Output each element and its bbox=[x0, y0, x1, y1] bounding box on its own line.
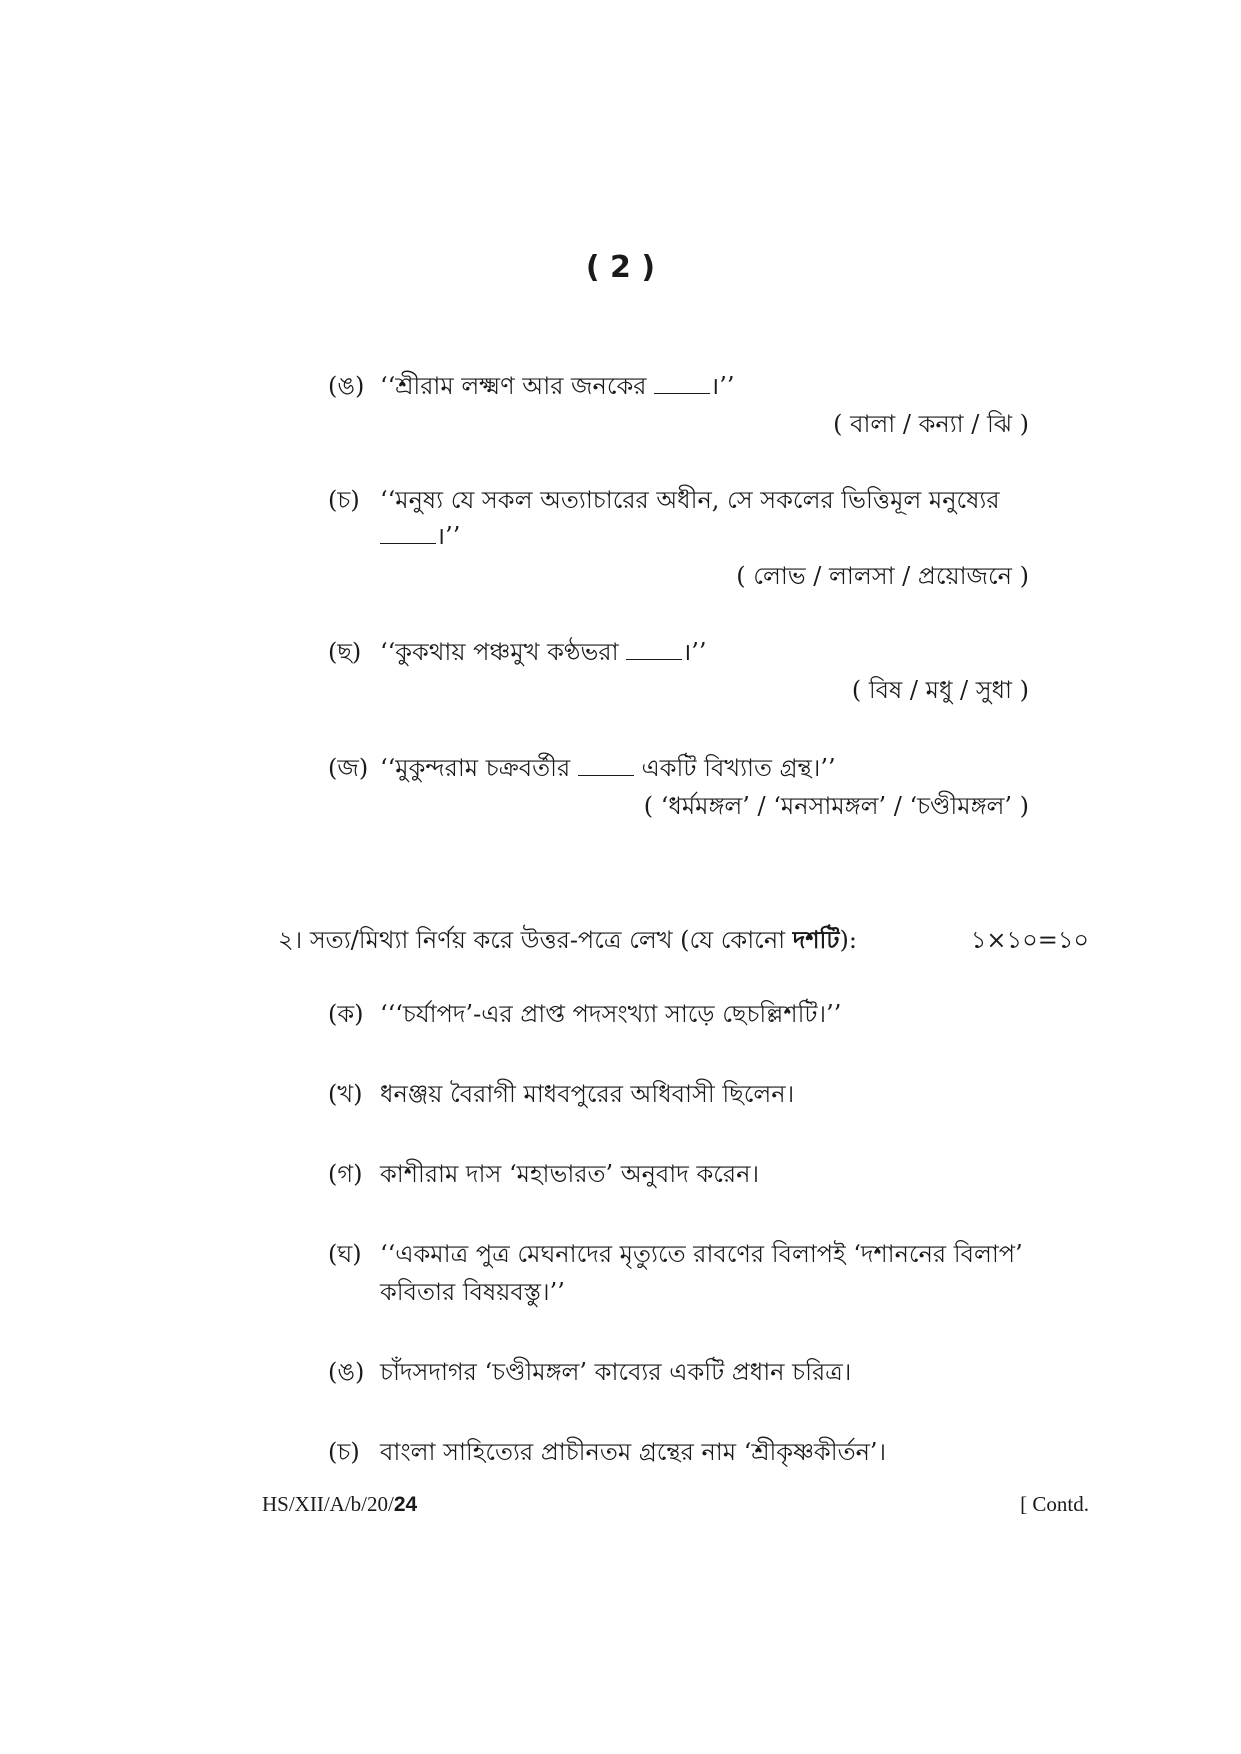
paper-code bbox=[262, 1492, 417, 1517]
item-text: ধনঞ্জয় বৈরাগী মাধবপুরের অধিবাসী ছিলেন। bbox=[380, 1080, 795, 1108]
item-text-end: ।’’ bbox=[436, 522, 461, 550]
true-false-item bbox=[328, 1356, 851, 1388]
item-options: ( ‘ধর্মমঙ্গল’ / ‘মনসামঙ্গল’ / ‘চণ্ডীমঙ্গল’ ) bbox=[643, 792, 1029, 820]
true-false-item bbox=[328, 1158, 759, 1190]
question-emphasis: দশটি bbox=[792, 925, 840, 954]
item-text: ‘‘শ্রীরাম লক্ষ্মণ আর জনকের bbox=[380, 372, 647, 400]
item-number: (ক) bbox=[328, 1000, 364, 1028]
item-text-end: একটি বিখ্যাত গ্রন্থ।’’ bbox=[641, 754, 836, 782]
item-text: ‘‘একমাত্র পুত্র মেঘনাদের মৃত্যুতে রাবণের বিলাপই ‘দশাননের বিলাপ’ bbox=[380, 1240, 1023, 1268]
blank-line bbox=[380, 523, 436, 544]
continued-label: [ Contd. bbox=[1020, 1492, 1089, 1516]
question-marks: ১×১০=১০ bbox=[970, 926, 1089, 954]
item-number: (চ) bbox=[328, 486, 360, 514]
question-text: সত্য/মিথ্যা নির্ণয় করে উত্তর-পত্রে লেখ (যে কোনো bbox=[309, 926, 786, 954]
item-number: (ঙ) bbox=[328, 1358, 365, 1386]
question-suffix: ): bbox=[839, 926, 857, 954]
true-false-item bbox=[328, 998, 841, 1030]
item-text-end: ।’’ bbox=[682, 638, 707, 666]
item-text-end: ।’’ bbox=[710, 372, 735, 400]
item-options: ( লোভ / লালসা / প্রয়োজনে ) bbox=[736, 562, 1029, 590]
page-number: ( 2 ) bbox=[585, 250, 656, 285]
item-number: (চ) bbox=[328, 1438, 360, 1466]
paper-code-prefix: HS/XII/A/b/20/ bbox=[262, 1492, 394, 1516]
item-text: ‘‘‘চর্যাপদ’-এর প্রাপ্ত পদসংখ্যা সাড়ে ছেচল্লিশটি।’’ bbox=[380, 1000, 842, 1028]
item-number: (ঘ) bbox=[328, 1240, 362, 1268]
fill-blank-item bbox=[328, 370, 734, 402]
true-false-item-cont bbox=[380, 1276, 565, 1308]
item-number: (খ) bbox=[328, 1080, 363, 1108]
fill-blank-item bbox=[328, 636, 707, 668]
true-false-item bbox=[328, 1238, 1023, 1270]
question-number: ২। bbox=[278, 926, 303, 954]
item-text: চাঁদসদাগর ‘চণ্ডীমঙ্গল’ কাব্যের একটি প্রধান চরিত্র। bbox=[380, 1358, 852, 1386]
blank-line bbox=[578, 755, 634, 776]
true-false-item bbox=[328, 1436, 886, 1468]
blank-line bbox=[626, 639, 682, 660]
item-number: (গ) bbox=[328, 1160, 363, 1188]
item-number: (ছ) bbox=[328, 638, 362, 666]
item-text: বাংলা সাহিত্যের প্রাচীনতম গ্রন্থের নাম ‘শ্রীকৃষ্ণকীর্তন’। bbox=[380, 1438, 887, 1466]
true-false-item bbox=[328, 1078, 794, 1110]
item-text: কবিতার বিষয়বস্তু।’’ bbox=[380, 1278, 565, 1306]
fill-blank-item bbox=[328, 484, 1000, 516]
question-heading bbox=[278, 924, 857, 956]
item-text: ‘‘মনুষ্য যে সকল অত্যাচারের অধীন, সে সকলের ভিত্তিমূল মনুষ্যের bbox=[380, 486, 1000, 514]
item-text: ‘‘মুকুন্দরাম চক্রবর্তীর bbox=[380, 754, 571, 782]
fill-blank-item-cont bbox=[380, 520, 460, 552]
blank-line bbox=[654, 373, 710, 394]
paper-code-year: 24 bbox=[393, 1493, 418, 1516]
item-options: ( বালা / কন্যা / ঝি ) bbox=[833, 410, 1029, 438]
fill-blank-item bbox=[328, 752, 836, 784]
item-number: (ঙ) bbox=[328, 372, 365, 400]
item-text: কাশীরাম দাস ‘মহাভারত’ অনুবাদ করেন। bbox=[380, 1160, 760, 1188]
item-number: (জ) bbox=[328, 754, 369, 782]
item-text: ‘‘কুকথায় পঞ্চমুখ কণ্ঠভরা bbox=[380, 638, 619, 666]
item-options: ( বিষ / মধু / সুধা ) bbox=[851, 676, 1029, 704]
